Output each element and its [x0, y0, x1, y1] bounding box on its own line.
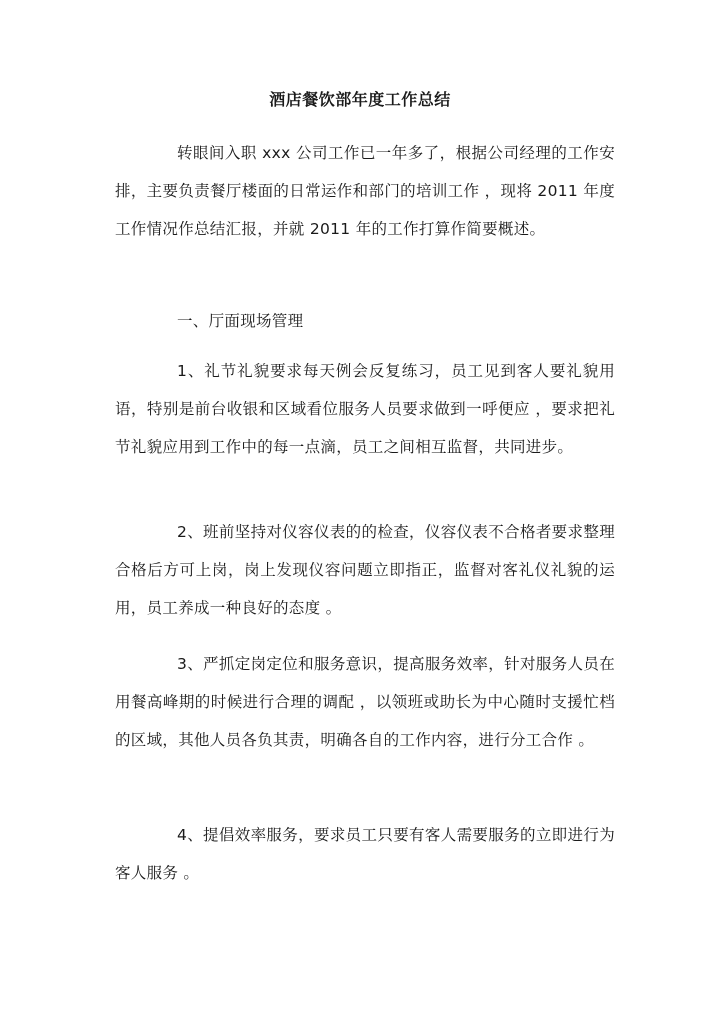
list-item-4: 4、提倡效率服务，要求员工只要有客人需要服务的立即进行为客人服务 。 — [115, 826, 615, 882]
list-item-3: 3、严抓定岗定位和服务意识，提高服务效率，针对服务人员在用餐高峰期的时候进行合理的调配 ，以领班或助长为中心随时支援忙档的区域，其他人员各负其责，明确各自的工作内容，进行分工合作 。 — [115, 655, 615, 749]
list-item-1: 1、礼节礼貌要求每天例会反复练习，员工见到客人要礼貌用语，特别是前台收银和区域看位服务人员要求做到一呼便应 ，要求把礼节礼貌应用到工作中的每一点滴，员工之间相互监督，共同进步。 — [115, 362, 615, 456]
intro-paragraph: 转眼间入职 xxx 公司工作已一年多了，根据公司经理的工作安排，主要负责餐厅楼面的日常运作和部门的培训工作 ，现将 2011 年度工作情况作总结汇报，并就 2011 年的工作打算作简要概述。 — [115, 144, 615, 238]
document-title: 酒店餐饮部年度工作总结 — [269, 90, 451, 109]
list-item-2: 2、班前坚持对仪容仪表的的检查，仪容仪表不合格者要求整理合格后方可上岗，岗上发现仪容问题立即指正，监督对客礼仪礼貌的运用，员工养成一种良好的态度 。 — [115, 523, 615, 617]
section-heading-1: 一、厅面现场管理 — [177, 312, 304, 330]
